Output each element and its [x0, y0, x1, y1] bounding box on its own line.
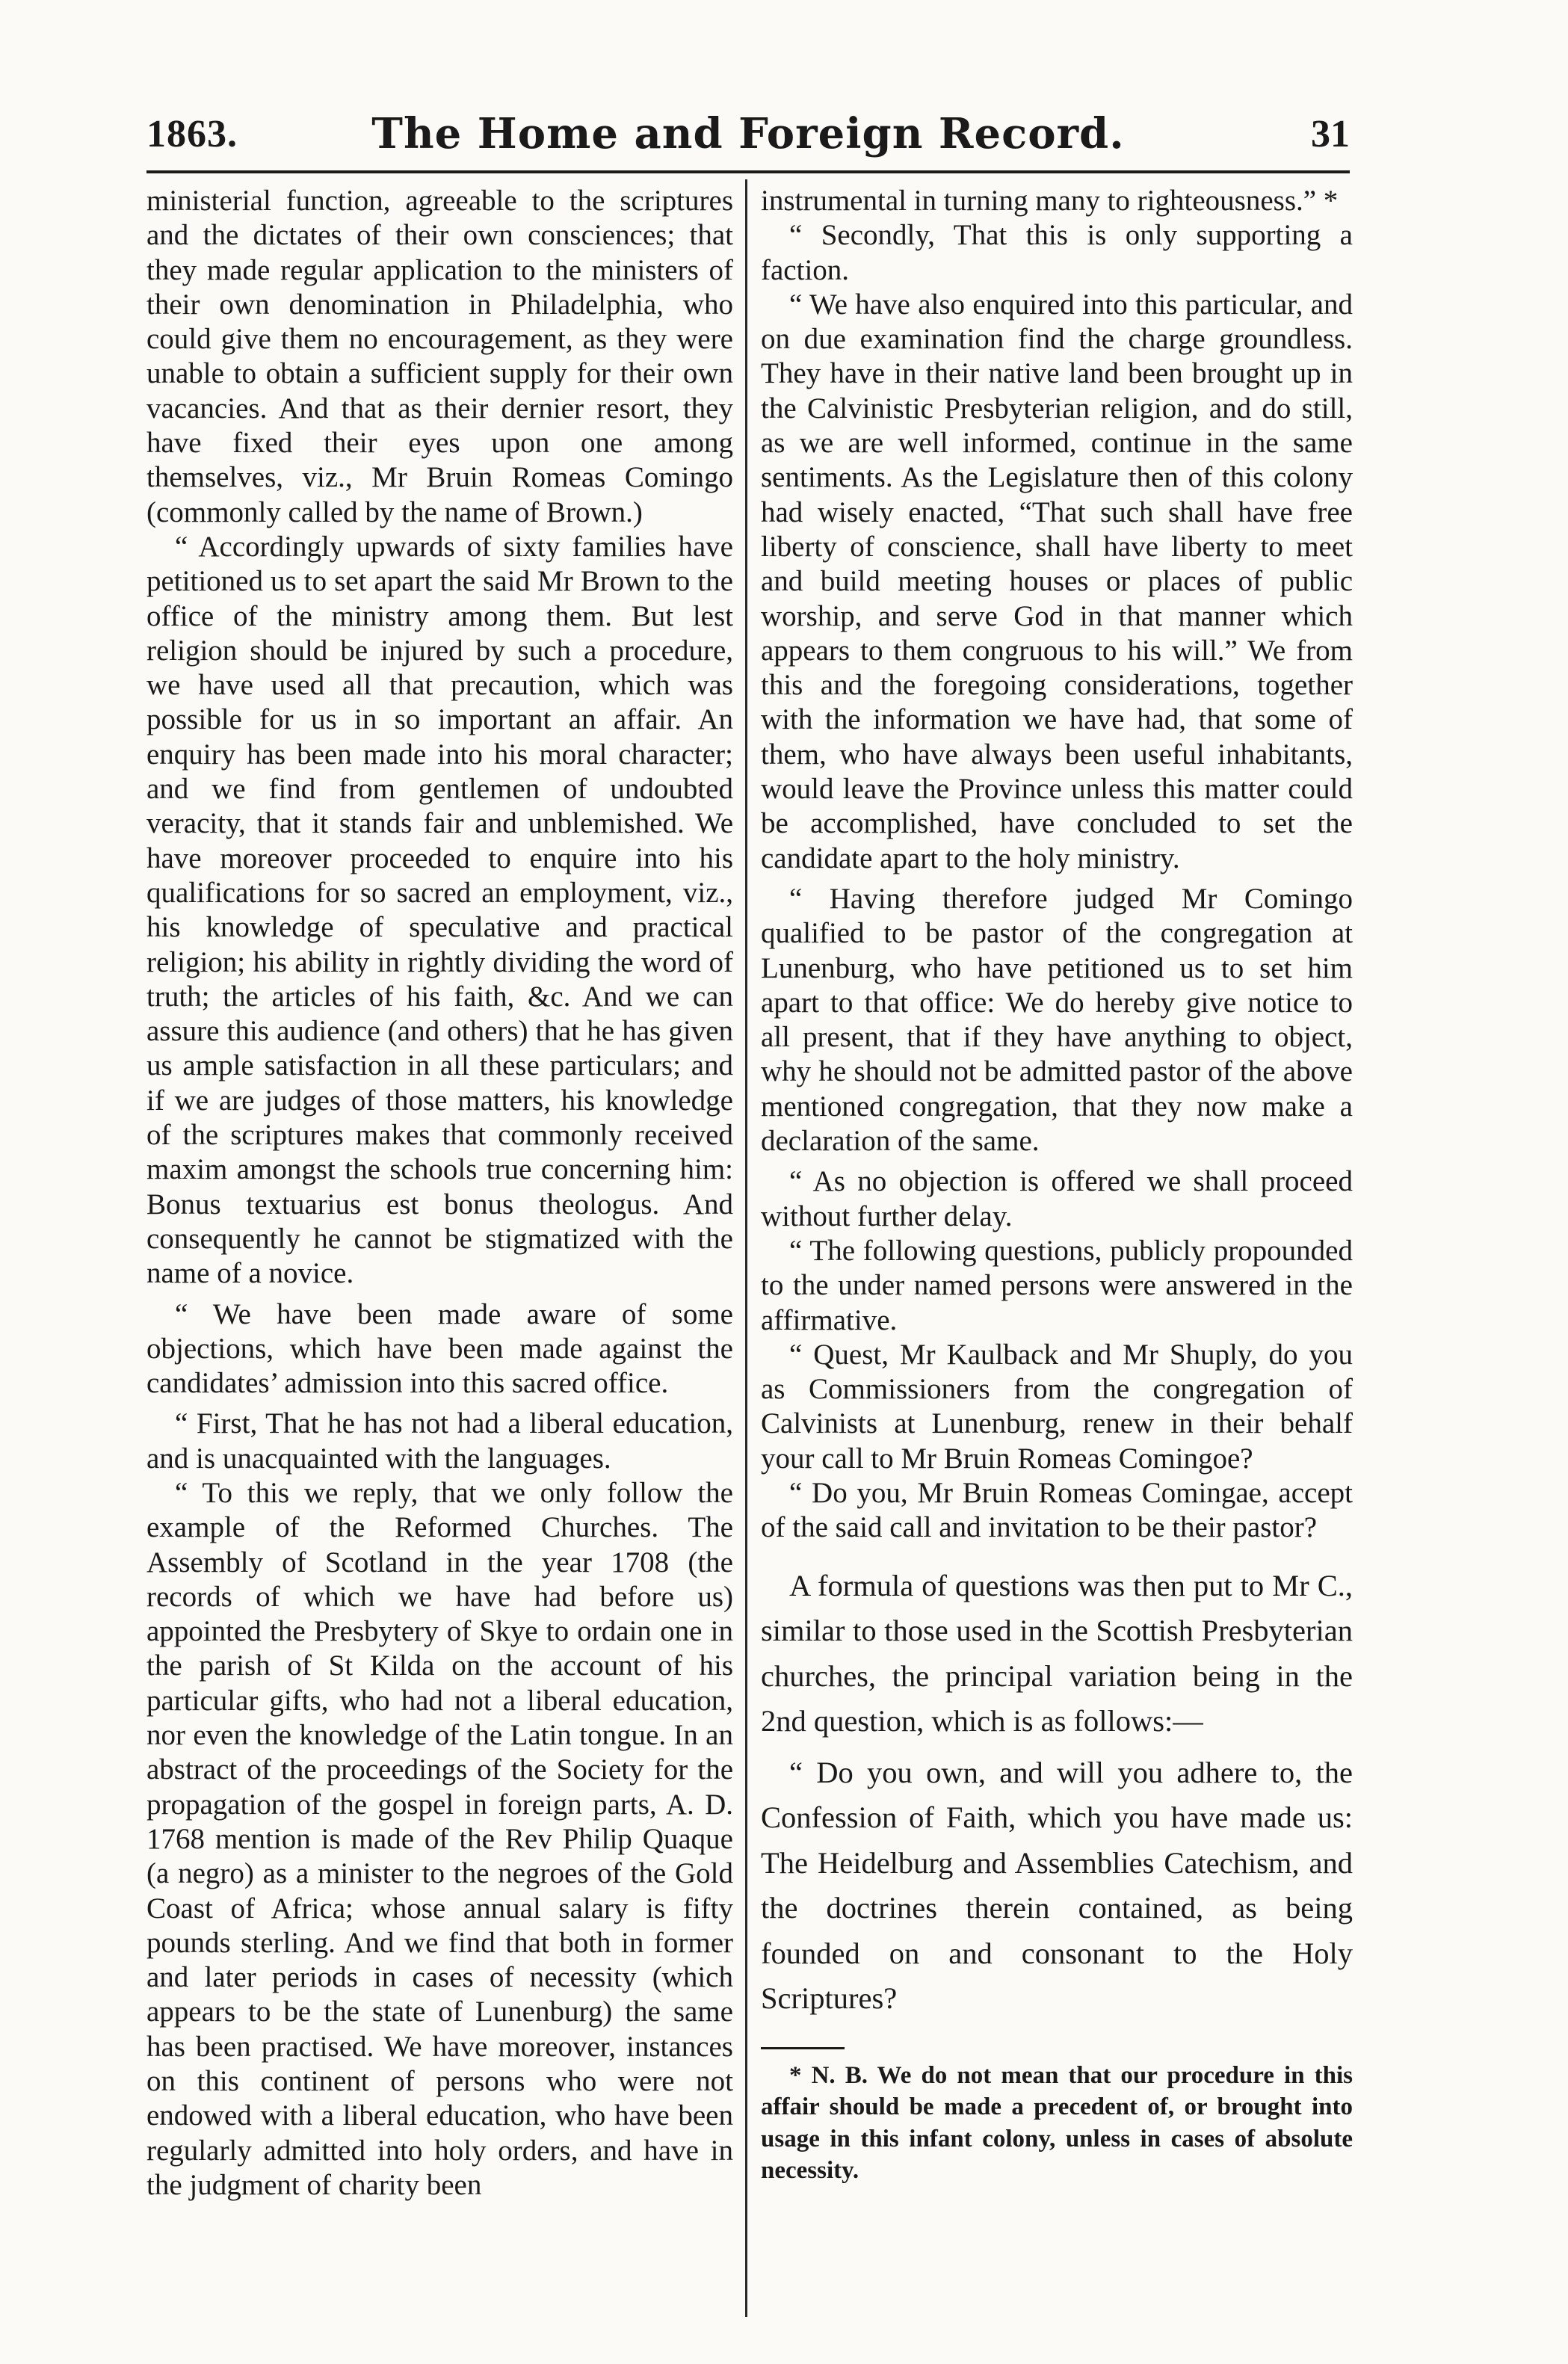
paragraph: “ Do you, Mr Bruin Romeas Comingae, accept of the said call and invitation to be their pastor? — [761, 1476, 1353, 1544]
paragraph: “ Accordingly upwards of sixty families have petitioned us to set apart the said Mr Brown to the office of the ministry among them. But lest religion should be injured by such a procedure, we have used all that precaution, which was possible for us in so important an affair. An enquiry has been made into his moral character; and we find from gentlemen of undoubted veracity, that it stands fair and unblemished. We have moreover proceeded to enquire into his qualifications for so sacred an employment, viz., his knowledge of speculative and practical religion; his ability in rightly dividing the word of truth; the articles of his faith, &c. And we can assure this audience (and others) that he has given us ample satisfaction in all these particulars; and if we are judges of those matters, his knowledge of the scriptures makes that commonly received maxim amongst the schools true concerning him: Bonus textuarius est bonus theologus. And consequently he cannot be stigmatized with the name of a novice. — [146, 530, 733, 1290]
paragraph: A formula of questions was then put to Mr C., similar to those used in the Scottish Presbyterian churches, the principal variation being in the 2nd question, which is as follows:— — [761, 1568, 1353, 1738]
column-divider — [745, 179, 747, 2317]
paragraph: “ Secondly, That this is only supporting a faction. — [761, 219, 1353, 286]
page-number: 31 — [1311, 113, 1350, 155]
paragraph: “ Do you own, and will you adhere to, the Confession of Faith, which you have made us: The Heidelburg and Assemblies Catechism, and the doctrines therein contained, as being founded on and consonant to the Holy Scriptures? — [761, 1755, 1353, 2016]
footnote-rule — [761, 2047, 845, 2049]
paragraph: instrumental in turning many to righteousness.” * — [761, 185, 1339, 217]
running-header — [146, 109, 1350, 172]
paragraph: “ The following questions, publicly propounded to the under named persons were answered in the affirmative. — [761, 1234, 1353, 1336]
header-title: The Home and Foreign Record. — [371, 109, 1125, 158]
paragraph: “ We have been made aware of some objections, which have been made against the candidates’ admission into this sacred office. — [146, 1297, 733, 1400]
paragraph: “ Having therefore judged Mr Comingo qualified to be pastor of the congregation at Lunenburg, who have petitioned us to set him apart to that office: We do hereby give notice to all present, that if they have anything to object, why he should not be admitted pastor of the above mentioned congregation, that they now make a declaration of the same. — [761, 882, 1353, 1158]
paragraph: “ To this we reply, that we only follow the example of the Reformed Churches. The Assembly of Scotland in the year 1708 (the records of which we have had before us) appointed the Presbytery of Skye to ordain one in the parish of St Kilda on the account of his particular gifts, who had not a liberal education, nor even the knowledge of the Latin tongue. In an abstract of the proceedings of the Society for the propagation of the gospel in foreign parts, A. D. 1768 mention is made of the Rev Philip Quaque (a negro) as a minister to the negroes of the Gold Coast of Africa; whose annual salary is fifty pounds sterling. And we find that both in former and later periods in cases of necessity (which appears to be the state of Lunenburg) the same has been practised. We have moreover, instances on this continent of persons who were not endowed with a liberal education, who have been regularly admitted into holy orders, and have in the judgment of charity been — [146, 1476, 733, 2201]
left-column — [146, 184, 733, 2203]
footnote: * N. B. We do not mean that our procedure in this affair should be made a precedent of, or brought into usage in this infant colony, unless in cases of absolute necessity. — [761, 2061, 1353, 2185]
right-column — [761, 184, 1353, 2187]
header-rule — [146, 170, 1350, 173]
paragraph: “ First, That he has not had a liberal education, and is unacquainted with the languages. — [146, 1407, 733, 1475]
header-year: 1863. — [146, 113, 238, 155]
paragraph: “ We have also enquired into this particular, and on due examination find the charge groundless. They have in their native land been brought up in the Calvinistic Presbyterian religion, and do still, as we are well informed, continue in the same sentiments. As the Legislature then of this colony had wisely enacted, “That such shall have free liberty of conscience, shall have liberty to meet and build meeting houses or places of public worship, and serve God in that manner which appears to them congruous to his will.” We from this and the foregoing considerations, together with the information we have had, that some of them, who have always been useful inhabitants, would leave the Province unless this matter could be accomplished, have concluded to set the candidate apart to the holy ministry. — [761, 288, 1353, 874]
paragraph: ministerial function, agreeable to the scriptures and the dictates of their own consciences; that they made regular application to the ministers of their own denomination in Philadelphia, who could give them no encouragement, as they were unable to obtain a sufficient supply for their own vacancies. And that as their dernier resort, they have fixed their eyes upon one among themselves, viz., Mr Bruin Romeas Comingo (commonly called by the name of Brown.) — [146, 185, 733, 528]
paragraph: “ As no objection is offered we shall proceed without further delay. — [761, 1165, 1353, 1232]
paragraph: “ Quest, Mr Kaulback and Mr Shuply, do you as Commissioners from the congregation of Calvinists at Lunenburg, renew in their behalf your call to Mr Bruin Romeas Comingoe? — [761, 1338, 1353, 1475]
